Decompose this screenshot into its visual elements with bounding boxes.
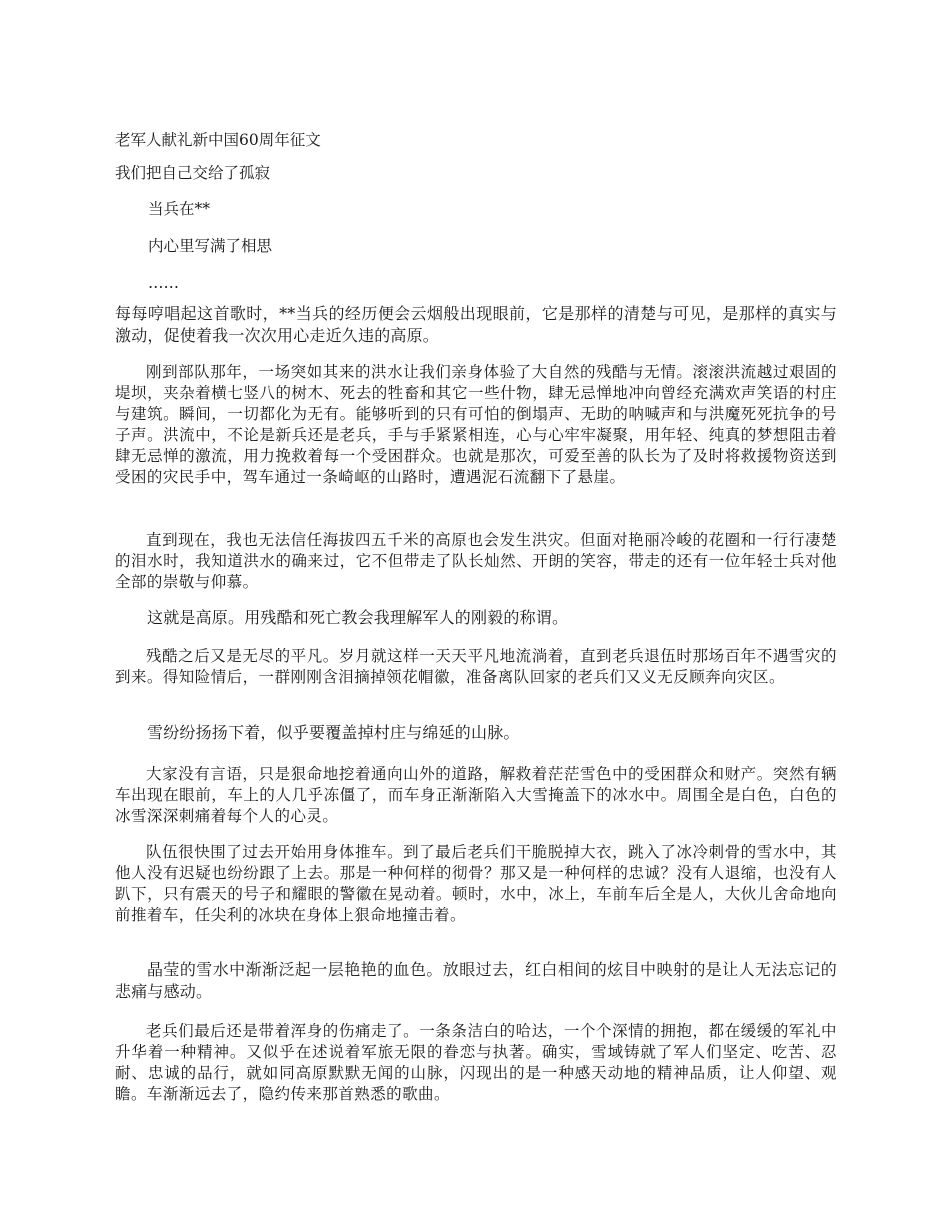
paragraph-1: 每每哼唱起这首歌时，**当兵的经历便会云烟般出现眼前，它是那样的清楚与可见，是那样的真实与激动，促使着我一次次用心走近久违的高原。 — [115, 304, 837, 345]
paragraph-10: 老兵们最后还是带着浑身的伤痛走了。一条条洁白的哈达，一个个深情的拥抱，都在缓缓的军礼中升华着一种精神。又似乎在述说着军旅无限的眷恋与执著。确实，雪域铸就了军人们坚定、吃苦、忍耐、忠诚的品行，就如同高原默默无闻的山脉，闪现出的是一种感天动地的精神品质，让人仰望、观瞻。车渐渐远去了，隐约传来那首熟悉的歌曲。 — [115, 1022, 837, 1103]
poem-line-4: …… — [148, 274, 179, 292]
paragraph-7: 大家没有言语，只是狠命地挖着通向山外的道路，解救着茫茫雪色中的受困群众和财产。突然有辆车出现在眼前，车上的人几乎冻僵了，而车身正渐渐陷入大雪掩盖下的冰水中。周围全是白色，白色的冰雪深深刺痛着每个人的心灵。 — [115, 765, 837, 825]
poem-line-1: 我们把自己交给了孤寂 — [115, 164, 271, 182]
poem-line-2: 当兵在** — [148, 200, 211, 218]
doc-title: 老军人献礼新中国60周年征文 — [115, 131, 321, 149]
paragraph-9: 晶莹的雪水中渐渐泛起一层艳艳的血色。放眼过去，红白相间的炫目中映射的是让人无法忘记的悲痛与感动。 — [115, 960, 837, 1001]
poem-line-3: 内心里写满了相思 — [148, 237, 273, 255]
paragraph-5: 残酷之后又是无尽的平凡。岁月就这样一天天平凡地流淌着，直到老兵退伍时那场百年不遇雪灾的到来。得知险情后，一群刚刚含泪摘掉领花帽徽，准备离队回家的老兵们又义无反顾奔向灾区。 — [115, 647, 837, 686]
paragraph-8: 队伍很快围了过去开始用身体推车。到了最后老兵们干脆脱掉大衣，跳入了冰冷刺骨的雪水中，其他人没有迟疑也纷纷跟了上去。那是一种何样的彻骨？那又是一种何样的忠诚？没有人退缩，也没有人趴下，只有震天的号子和耀眼的警徽在晃动着。顿时，水中，冰上，车前车后全是人，大伙儿舍命地向前推着车，任尖利的冰块在身体上狠命地撞击着。 — [115, 843, 837, 924]
paragraph-6: 雪纷纷扬扬下着，似乎要覆盖掉村庄与绵延的山脉。 — [147, 723, 520, 742]
paragraph-3: 直到现在，我也无法信任海拔四五千米的高原也会发生洪灾。但面对艳丽冷峻的花圈和一行行凄楚的泪水时，我知道洪水的确来过，它不但带走了队长灿然、开朗的笑容，带走的还有一位年轻士兵对他全部的崇敬与仰慕。 — [115, 531, 837, 591]
paragraph-4: 这就是高原。用残酷和死亡教会我理解军人的刚毅的称谓。 — [147, 608, 569, 627]
paragraph-2: 刚到部队那年，一场突如其来的洪水让我们亲身体验了大自然的残酷与无情。滚滚洪流越过艰固的堤坝，夹杂着横七竖八的树木、死去的牲畜和其它一些什物，肆无忌惮地冲向曾经充满欢声笑语的村庄与建筑。瞬间，一切都化为无有。能够听到的只有可怕的倒塌声、无助的呐喊声和与洪魔死死抗争的号子声。洪流中，不论是新兵还是老兵，手与手紧紧相连，心与心牢牢凝聚，用年轻、纯真的梦想阻击着肆无忌惮的激流，用力挽救着每一个受困群众。也就是那次，可爱至善的队长为了及时将救援物资送到受困的灾民手中，驾车通过一条崎岖的山路时，遭遇泥石流翻下了悬崖。 — [115, 363, 837, 486]
